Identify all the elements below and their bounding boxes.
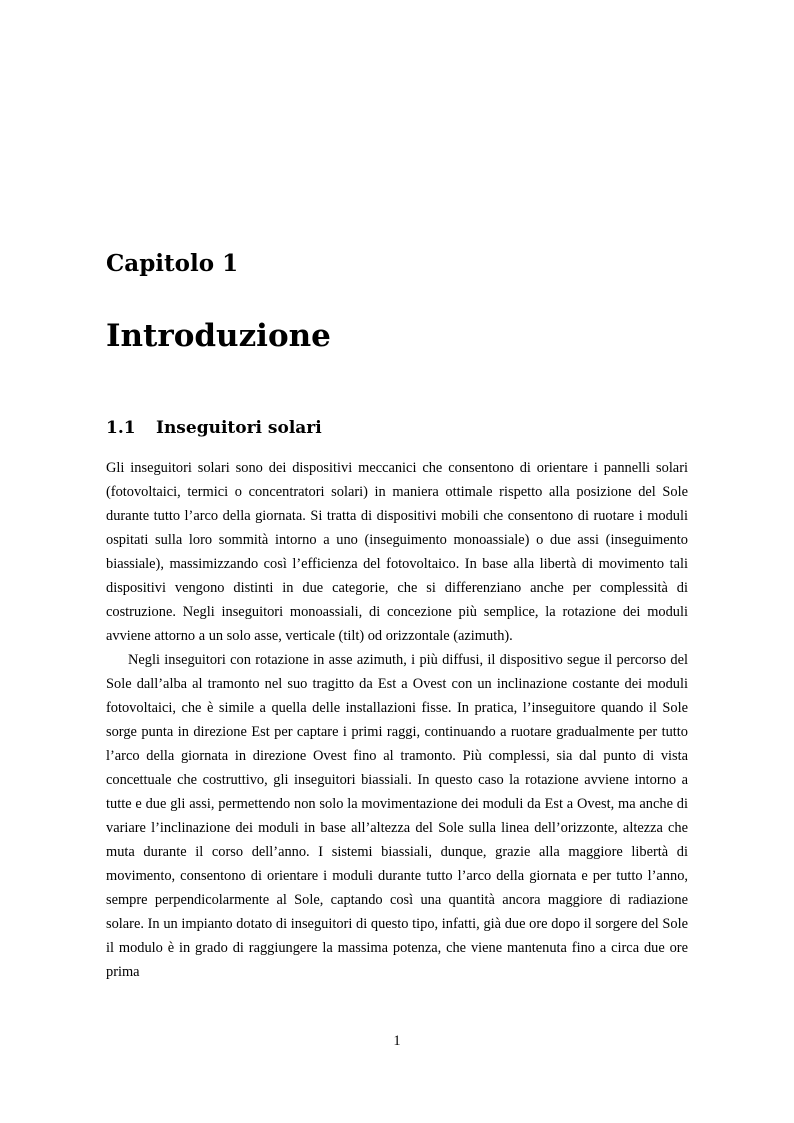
- chapter-label: Capitolo 1: [106, 250, 239, 277]
- paragraph: Gli inseguitori solari sono dei dispositivi meccanici che consentono di orientare i pannelli solari (fotovoltaici, termici o concentratori solari) in maniera ottimale rispetto alla posizione del Sole durante tutto l’arco della giornata. Si tratta di dispositivi mobili che consentono di ruotare i moduli ospitati sulla loro sommità intorno a uno (inseguimento monoassiale) o due assi (inseguimento biassiale), massimizzando così l’efficienza del fotovoltaico. In base alla libertà di movimento tali dispositivi vengono distinti in due categorie, che si differenziano anche per complessità di costruzione. Negli inseguitori monoassiali, di concezione più semplice, la rotazione dei moduli avviene attorno a un solo asse, verticale (tilt) od orizzontale (azimuth).: [106, 460, 688, 644]
- section-number: 1.1: [106, 418, 136, 438]
- section-heading: [106, 418, 322, 438]
- paragraph: Negli inseguitori con rotazione in asse azimuth, i più diffusi, il dispositivo segue il percorso del Sole dall’alba al tramonto nel suo tragitto da Est a Ovest con un inclinazione costante dei moduli fotovoltaici, che è simile a quella delle installazioni fisse. In pratica, l’inseguitore quando il Sole sorge punta in direzione Est per captare i primi raggi, continuando a ruotare gradualmente per tutto l’arco della giornata in direzione Ovest fino al tramonto. Più complessi, sia dal punto di vista concettuale che costruttivo, gli inseguitori biassiali. In questo caso la rotazione avviene intorno a tutte e due gli assi, permettendo non solo la movimentazione dei moduli da Est a Ovest, ma anche di variare l’inclinazione dei moduli in base all’altezza del Sole sulla linea dell’orizzonte, altezza che muta durante il corso dell’anno. I sistemi biassiali, dunque, grazie alla maggiore libertà di movimento, consentono di orientare i moduli durante tutto l’arco della giornata e per tutto l’anno, sempre perpendicolarmente al Sole, captando così una quantità ancora maggiore di radiazione solare. In un impianto dotato di inseguitori di questo tipo, infatti, già due ore dopo il sorgere del Sole il modulo è in grado di raggiungere la massima potenza, che viene mantenuta fino a circa due ore prima: [106, 652, 688, 980]
- section-title: Inseguitori solari: [156, 418, 322, 438]
- chapter-title: Introduzione: [106, 318, 331, 354]
- body-text: [106, 456, 688, 984]
- page-number: 1: [393, 1033, 401, 1049]
